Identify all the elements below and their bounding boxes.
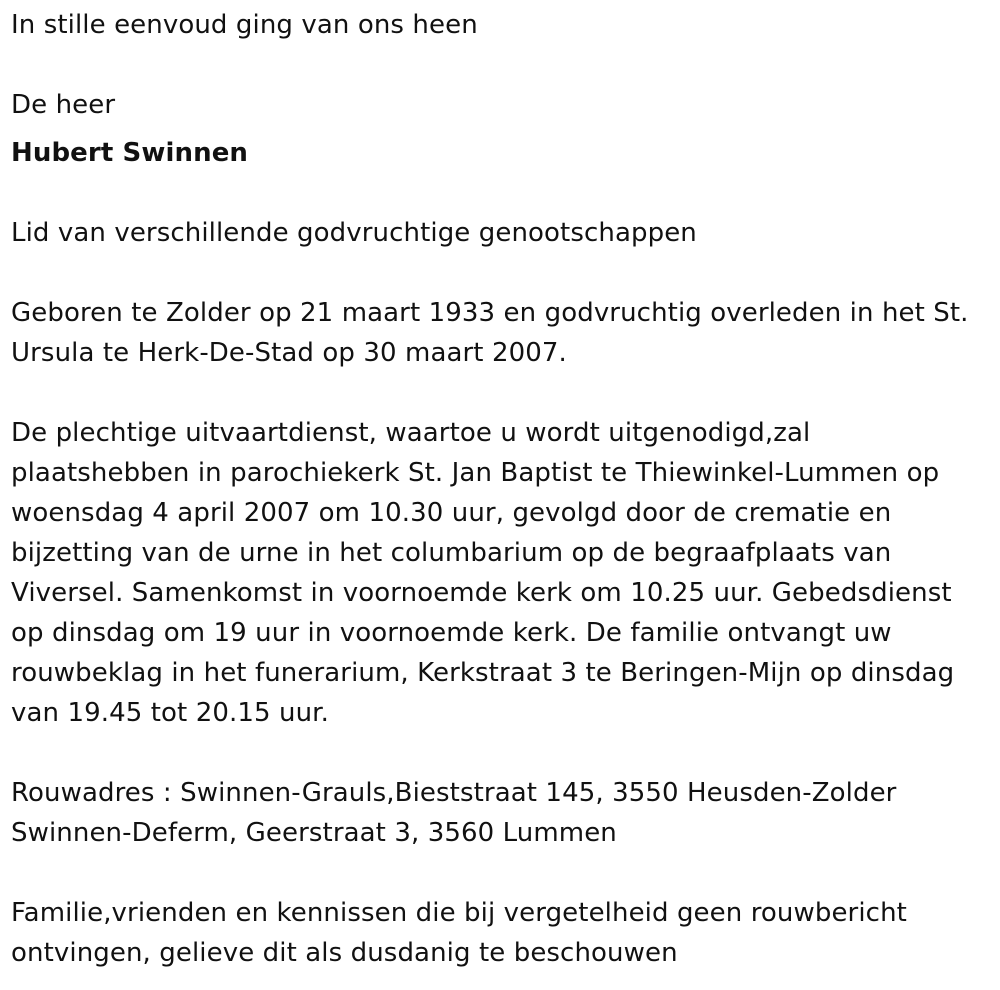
service-line-6: op dinsdag om 19 uur in voornoemde kerk. De familie ontvangt uw bbox=[11, 618, 892, 648]
service-line-4: bijzetting van de urne in het columbarium op de begraafplaats van bbox=[11, 538, 892, 568]
closing-line-2: ontvingen, gelieve dit als dusdanig te beschouwen bbox=[11, 938, 678, 968]
service-line-5: Viversel. Samenkomst in voornoemde kerk om 10.25 uur. Gebedsdienst bbox=[11, 578, 952, 608]
address-line-1: Rouwadres : Swinnen-Grauls,Bieststraat 145, 3550 Heusden-Zolder bbox=[11, 778, 897, 808]
birth-death-line-2: Ursula te Herk-De-Stad op 30 maart 2007. bbox=[11, 338, 567, 368]
service-line-2: plaatshebben in parochiekerk St. Jan Baptist te Thiewinkel-Lummen op bbox=[11, 458, 940, 488]
service-line-3: woensdag 4 april 2007 om 10.30 uur, gevolgd door de crematie en bbox=[11, 498, 892, 528]
service-line-7: rouwbeklag in het funerarium, Kerkstraat 3 te Beringen-Mijn op dinsdag bbox=[11, 658, 955, 688]
title-prefix: De heer bbox=[11, 90, 116, 120]
address-line-2: Swinnen-Deferm, Geerstraat 3, 3560 Lummen bbox=[11, 818, 617, 848]
service-line-8: van 19.45 tot 20.15 uur. bbox=[11, 698, 329, 728]
membership-line: Lid van verschillende godvruchtige genootschappen bbox=[11, 218, 697, 248]
deceased-name: Hubert Swinnen bbox=[11, 138, 249, 168]
closing-line-1: Familie,vrienden en kennissen die bij vergetelheid geen rouwbericht bbox=[11, 898, 907, 928]
birth-death-line-1: Geboren te Zolder op 21 maart 1933 en godvruchtig overleden in het St. bbox=[11, 298, 969, 328]
intro-line: In stille eenvoud ging van ons heen bbox=[11, 10, 478, 40]
service-line-1: De plechtige uitvaartdienst, waartoe u wordt uitgenodigd,zal bbox=[11, 418, 811, 448]
